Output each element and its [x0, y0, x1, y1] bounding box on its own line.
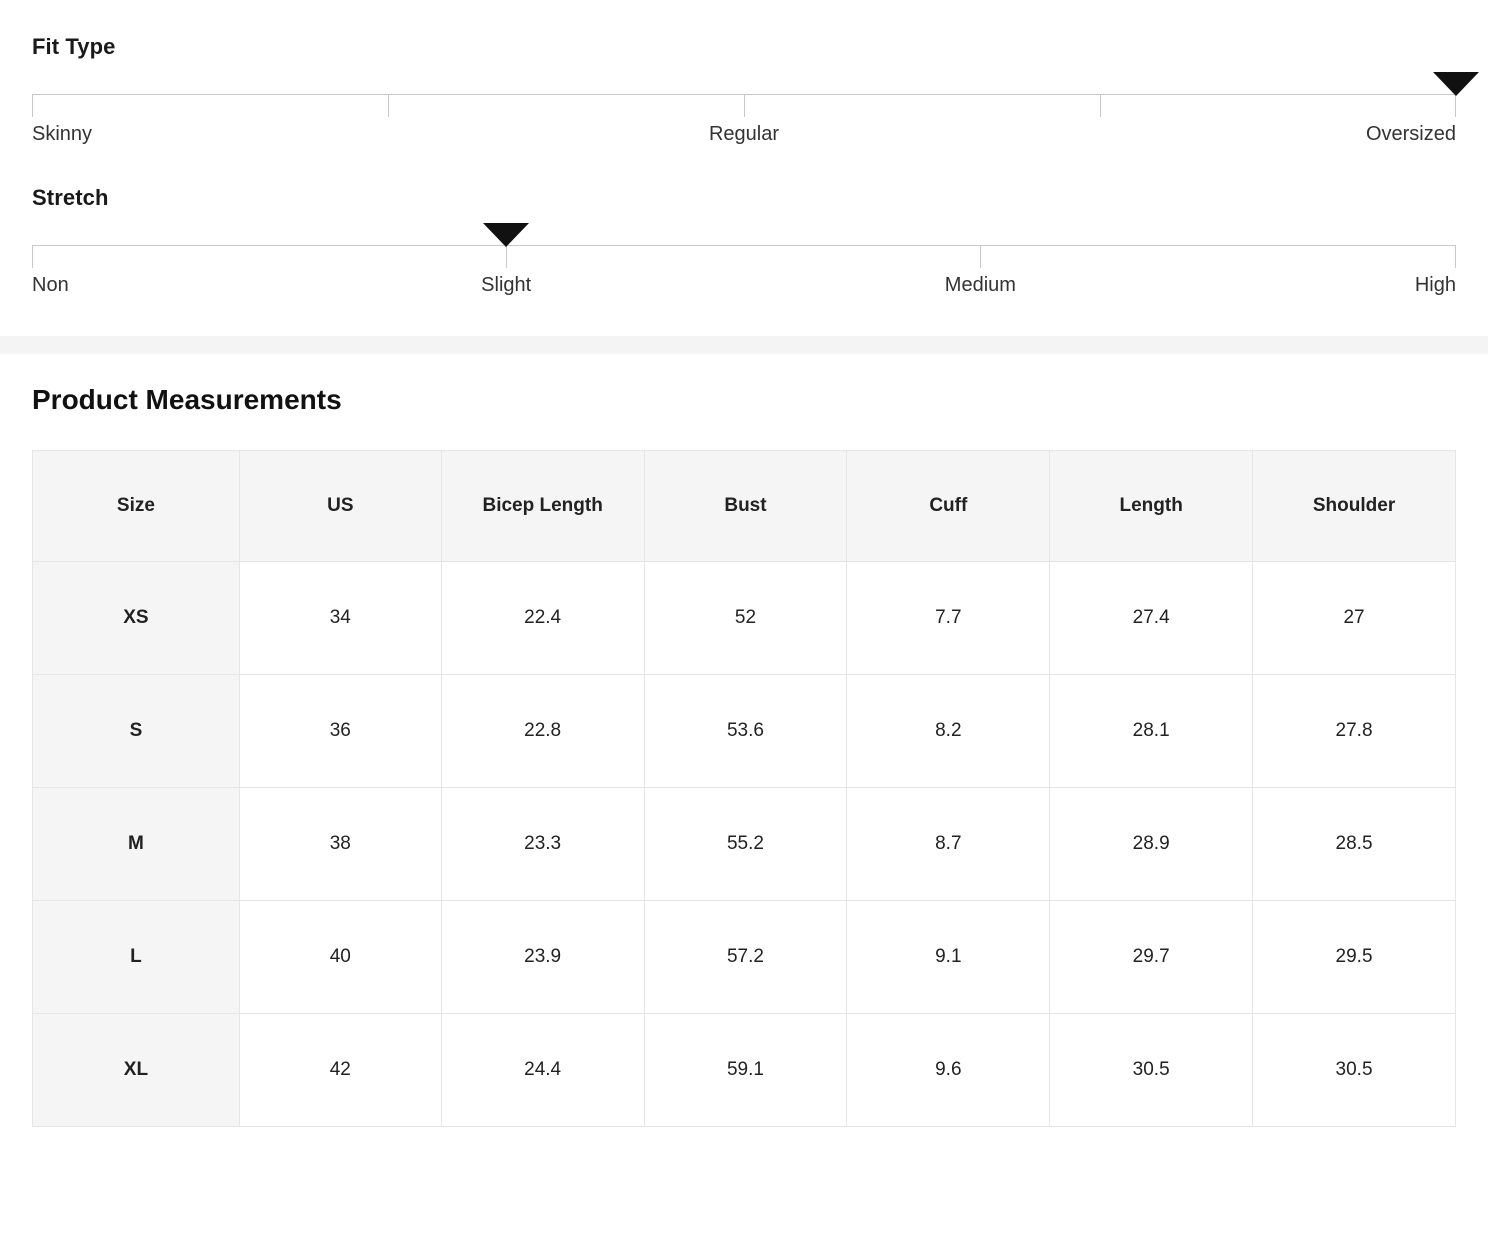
table-row — [33, 675, 1456, 788]
cell-shoulder: 27.8 — [1253, 675, 1456, 788]
cell-shoulder: 27 — [1253, 562, 1456, 675]
stretch-label-high: High — [1414, 274, 1456, 296]
cell-size: M — [33, 788, 240, 901]
axis-tick — [32, 95, 33, 117]
column-header-shoulder: Shoulder — [1253, 451, 1456, 562]
cell-us: 34 — [239, 562, 441, 675]
column-header-cuff: Cuff — [847, 451, 1050, 562]
cell-size: XL — [33, 1014, 240, 1127]
table-header-row — [33, 451, 1456, 562]
cell-bicep-length: 23.9 — [441, 901, 644, 1014]
cell-cuff: 9.6 — [847, 1014, 1050, 1127]
cell-length: 28.9 — [1050, 788, 1253, 901]
cell-length: 28.1 — [1050, 675, 1253, 788]
axis-tick — [32, 246, 33, 268]
measurements-table-wrapper — [32, 450, 1456, 1127]
cell-bust: 52 — [644, 562, 847, 675]
cell-bust: 55.2 — [644, 788, 847, 901]
fit-scales-section — [0, 0, 1488, 336]
measurements-table — [32, 450, 1456, 1127]
fit-type-labels — [32, 123, 1456, 157]
cell-us: 42 — [239, 1014, 441, 1127]
table-row — [33, 1014, 1456, 1127]
cell-cuff: 8.7 — [847, 788, 1050, 901]
cell-length: 30.5 — [1050, 1014, 1253, 1127]
cell-bust: 57.2 — [644, 901, 847, 1014]
section-divider — [0, 336, 1488, 354]
cell-shoulder: 30.5 — [1253, 1014, 1456, 1127]
cell-size: L — [33, 901, 240, 1014]
fit-type-marker — [1433, 72, 1479, 96]
table-row — [33, 788, 1456, 901]
cell-bust: 59.1 — [644, 1014, 847, 1127]
column-header-length: Length — [1050, 451, 1253, 562]
stretch-label-medium: Medium — [944, 274, 1016, 296]
cell-bicep-length: 22.4 — [441, 562, 644, 675]
cell-us: 38 — [239, 788, 441, 901]
cell-bicep-length: 24.4 — [441, 1014, 644, 1127]
scale-block-fit-type — [32, 0, 1456, 157]
stretch-scale — [32, 245, 1456, 308]
fit-type-label-oversized: Oversized — [1365, 123, 1456, 145]
stretch-title: Stretch — [32, 185, 109, 210]
axis-tick — [1100, 95, 1101, 117]
cell-size: S — [33, 675, 240, 788]
fit-type-axis — [32, 94, 1456, 117]
stretch-label-slight: Slight — [481, 274, 532, 296]
stretch-axis — [32, 245, 1456, 268]
cell-cuff: 9.1 — [847, 901, 1050, 1014]
stretch-labels — [32, 274, 1456, 308]
fit-type-label-skinny: Skinny — [32, 123, 93, 145]
cell-us: 36 — [239, 675, 441, 788]
stretch-label-non: Non — [32, 274, 69, 296]
product-measurements-section — [0, 354, 1488, 1127]
fit-type-scale — [32, 94, 1456, 157]
column-header-us: US — [239, 451, 441, 562]
fit-type-title: Fit Type — [32, 34, 116, 59]
cell-bicep-length: 22.8 — [441, 675, 644, 788]
cell-bust: 53.6 — [644, 675, 847, 788]
cell-cuff: 8.2 — [847, 675, 1050, 788]
cell-shoulder: 28.5 — [1253, 788, 1456, 901]
cell-us: 40 — [239, 901, 441, 1014]
axis-tick — [388, 95, 389, 117]
axis-tick — [1455, 246, 1456, 268]
stretch-marker — [483, 223, 529, 247]
column-header-size: Size — [33, 451, 240, 562]
axis-tick — [980, 246, 981, 268]
fit-type-label-regular: Regular — [708, 123, 780, 145]
spacer — [32, 308, 1456, 336]
cell-length: 27.4 — [1050, 562, 1253, 675]
table-row — [33, 562, 1456, 675]
column-header-bicep-length: Bicep Length — [441, 451, 644, 562]
cell-cuff: 7.7 — [847, 562, 1050, 675]
axis-tick — [744, 95, 745, 117]
axis-tick — [1455, 95, 1456, 117]
cell-length: 29.7 — [1050, 901, 1253, 1014]
cell-size: XS — [33, 562, 240, 675]
cell-bicep-length: 23.3 — [441, 788, 644, 901]
table-row — [33, 901, 1456, 1014]
axis-tick — [506, 246, 507, 268]
product-measurements-title: Product Measurements — [32, 384, 342, 415]
scale-block-stretch — [32, 157, 1456, 308]
cell-shoulder: 29.5 — [1253, 901, 1456, 1014]
column-header-bust: Bust — [644, 451, 847, 562]
